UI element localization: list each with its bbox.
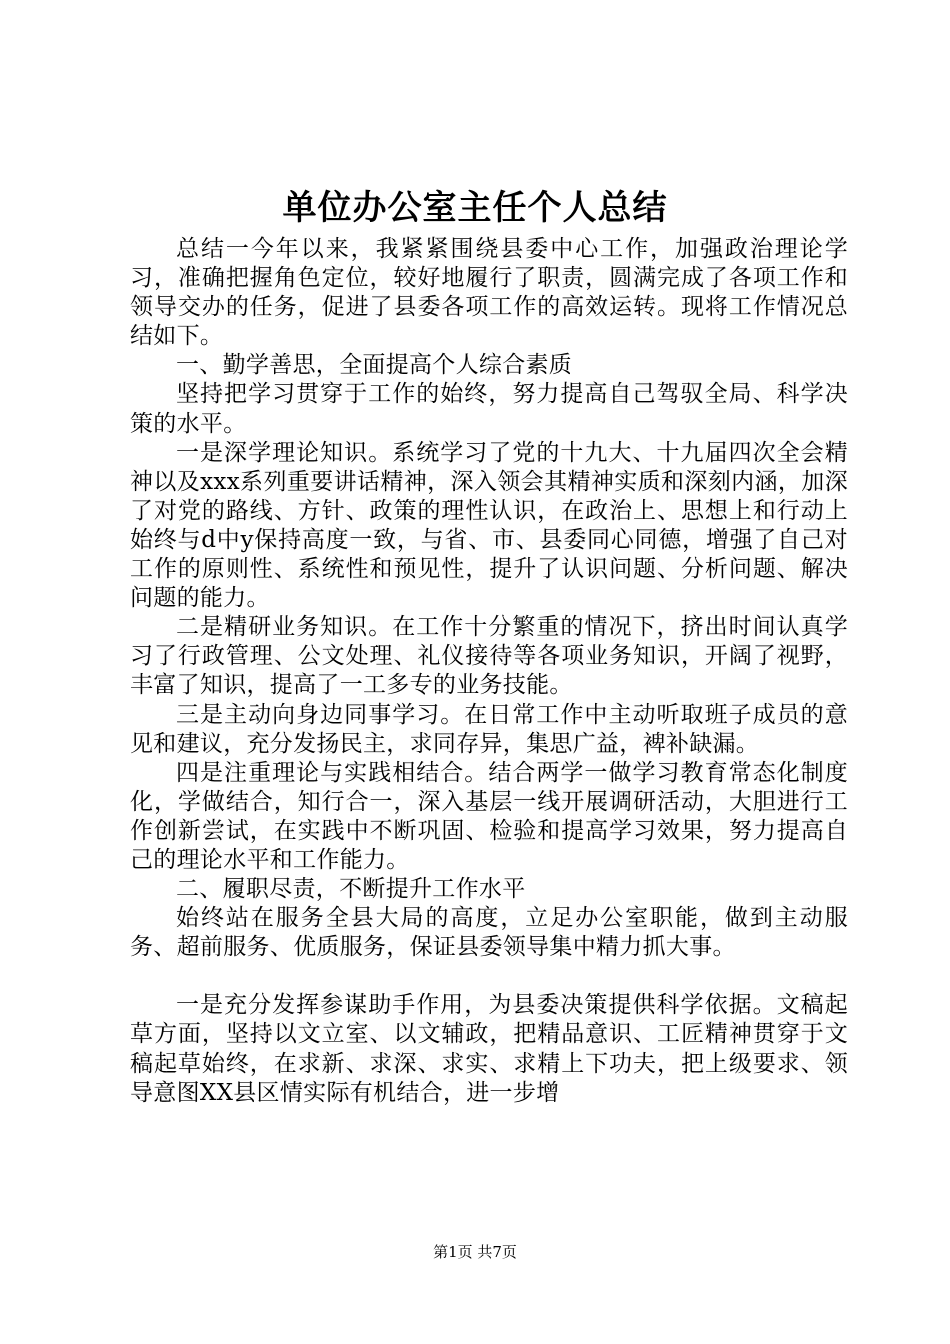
paragraph: 一是深学理论知识。系统学习了党的十九大、十九届四次全会精神以及xxx系列重要讲话精神，深入领会其精神实质和深刻内涵，加深了对党的路线、方针、政策的理性认识，在政治上、思想上和行动上始终与d中y保持高度一致，与省、市、县委同心同德，增强了自己对工作的原则性、系统性和预见性，提升了认识问题、分析问题、解决问题的能力。 <box>130 439 848 612</box>
paragraph: 二是精研业务知识。在工作十分繁重的情况下，挤出时间认真学习了行政管理、公文处理、礼仪接待等各项业务知识，开阔了视野，丰富了知识，提高了一工多专的业务技能。 <box>130 614 848 699</box>
section-heading-1: 一、勤学善思，全面提高个人综合素质 <box>176 352 573 379</box>
document-title: 单位办公室主任个人总结 <box>282 188 668 228</box>
paragraph: 三是主动向身边同事学习。在日常工作中主动听取班子成员的意见和建议，充分发扬民主，求同存异，集思广益，裨补缺漏。 <box>130 701 848 757</box>
paragraph-intro: 总结一今年以来，我紧紧围绕县委中心工作，加强政治理论学习，准确把握角色定位，较好地履行了职责，圆满完成了各项工作和领导交办的任务，促进了县委各项工作的高效运转。现将工作情况总结如下。 <box>130 236 848 350</box>
paragraph: 坚持把学习贯穿于工作的始终，努力提高自己驾驭全局、科学决策的水平。 <box>130 381 848 437</box>
document-body <box>130 235 848 1108</box>
section-heading-2: 二、履职尽责，不断提升工作水平 <box>176 876 526 903</box>
page-footer: 第1页 共7页 <box>433 1243 517 1261</box>
paragraph: 始终站在服务全县大局的高度，立足办公室职能，做到主动服务、超前服务、优质服务，保证县委领导集中精力抓大事。 <box>130 905 848 961</box>
paragraph: 四是注重理论与实践相结合。结合两学一做学习教育常态化制度化，学做结合，知行合一，深入基层一线开展调研活动，大胆进行工作创新尝试，在实践中不断巩固、检验和提高学习效果，努力提高自己的理论水平和工作能力。 <box>130 759 848 873</box>
paragraph: 一是充分发挥参谋助手作用，为县委决策提供科学依据。文稿起草方面，坚持以文立室、以文辅政，把精品意识、工匠精神贯穿于文稿起草始终，在求新、求深、求实、求精上下功夫，把上级要求、领导意图XX县区情实际有机结合，进一步增 <box>130 992 848 1106</box>
